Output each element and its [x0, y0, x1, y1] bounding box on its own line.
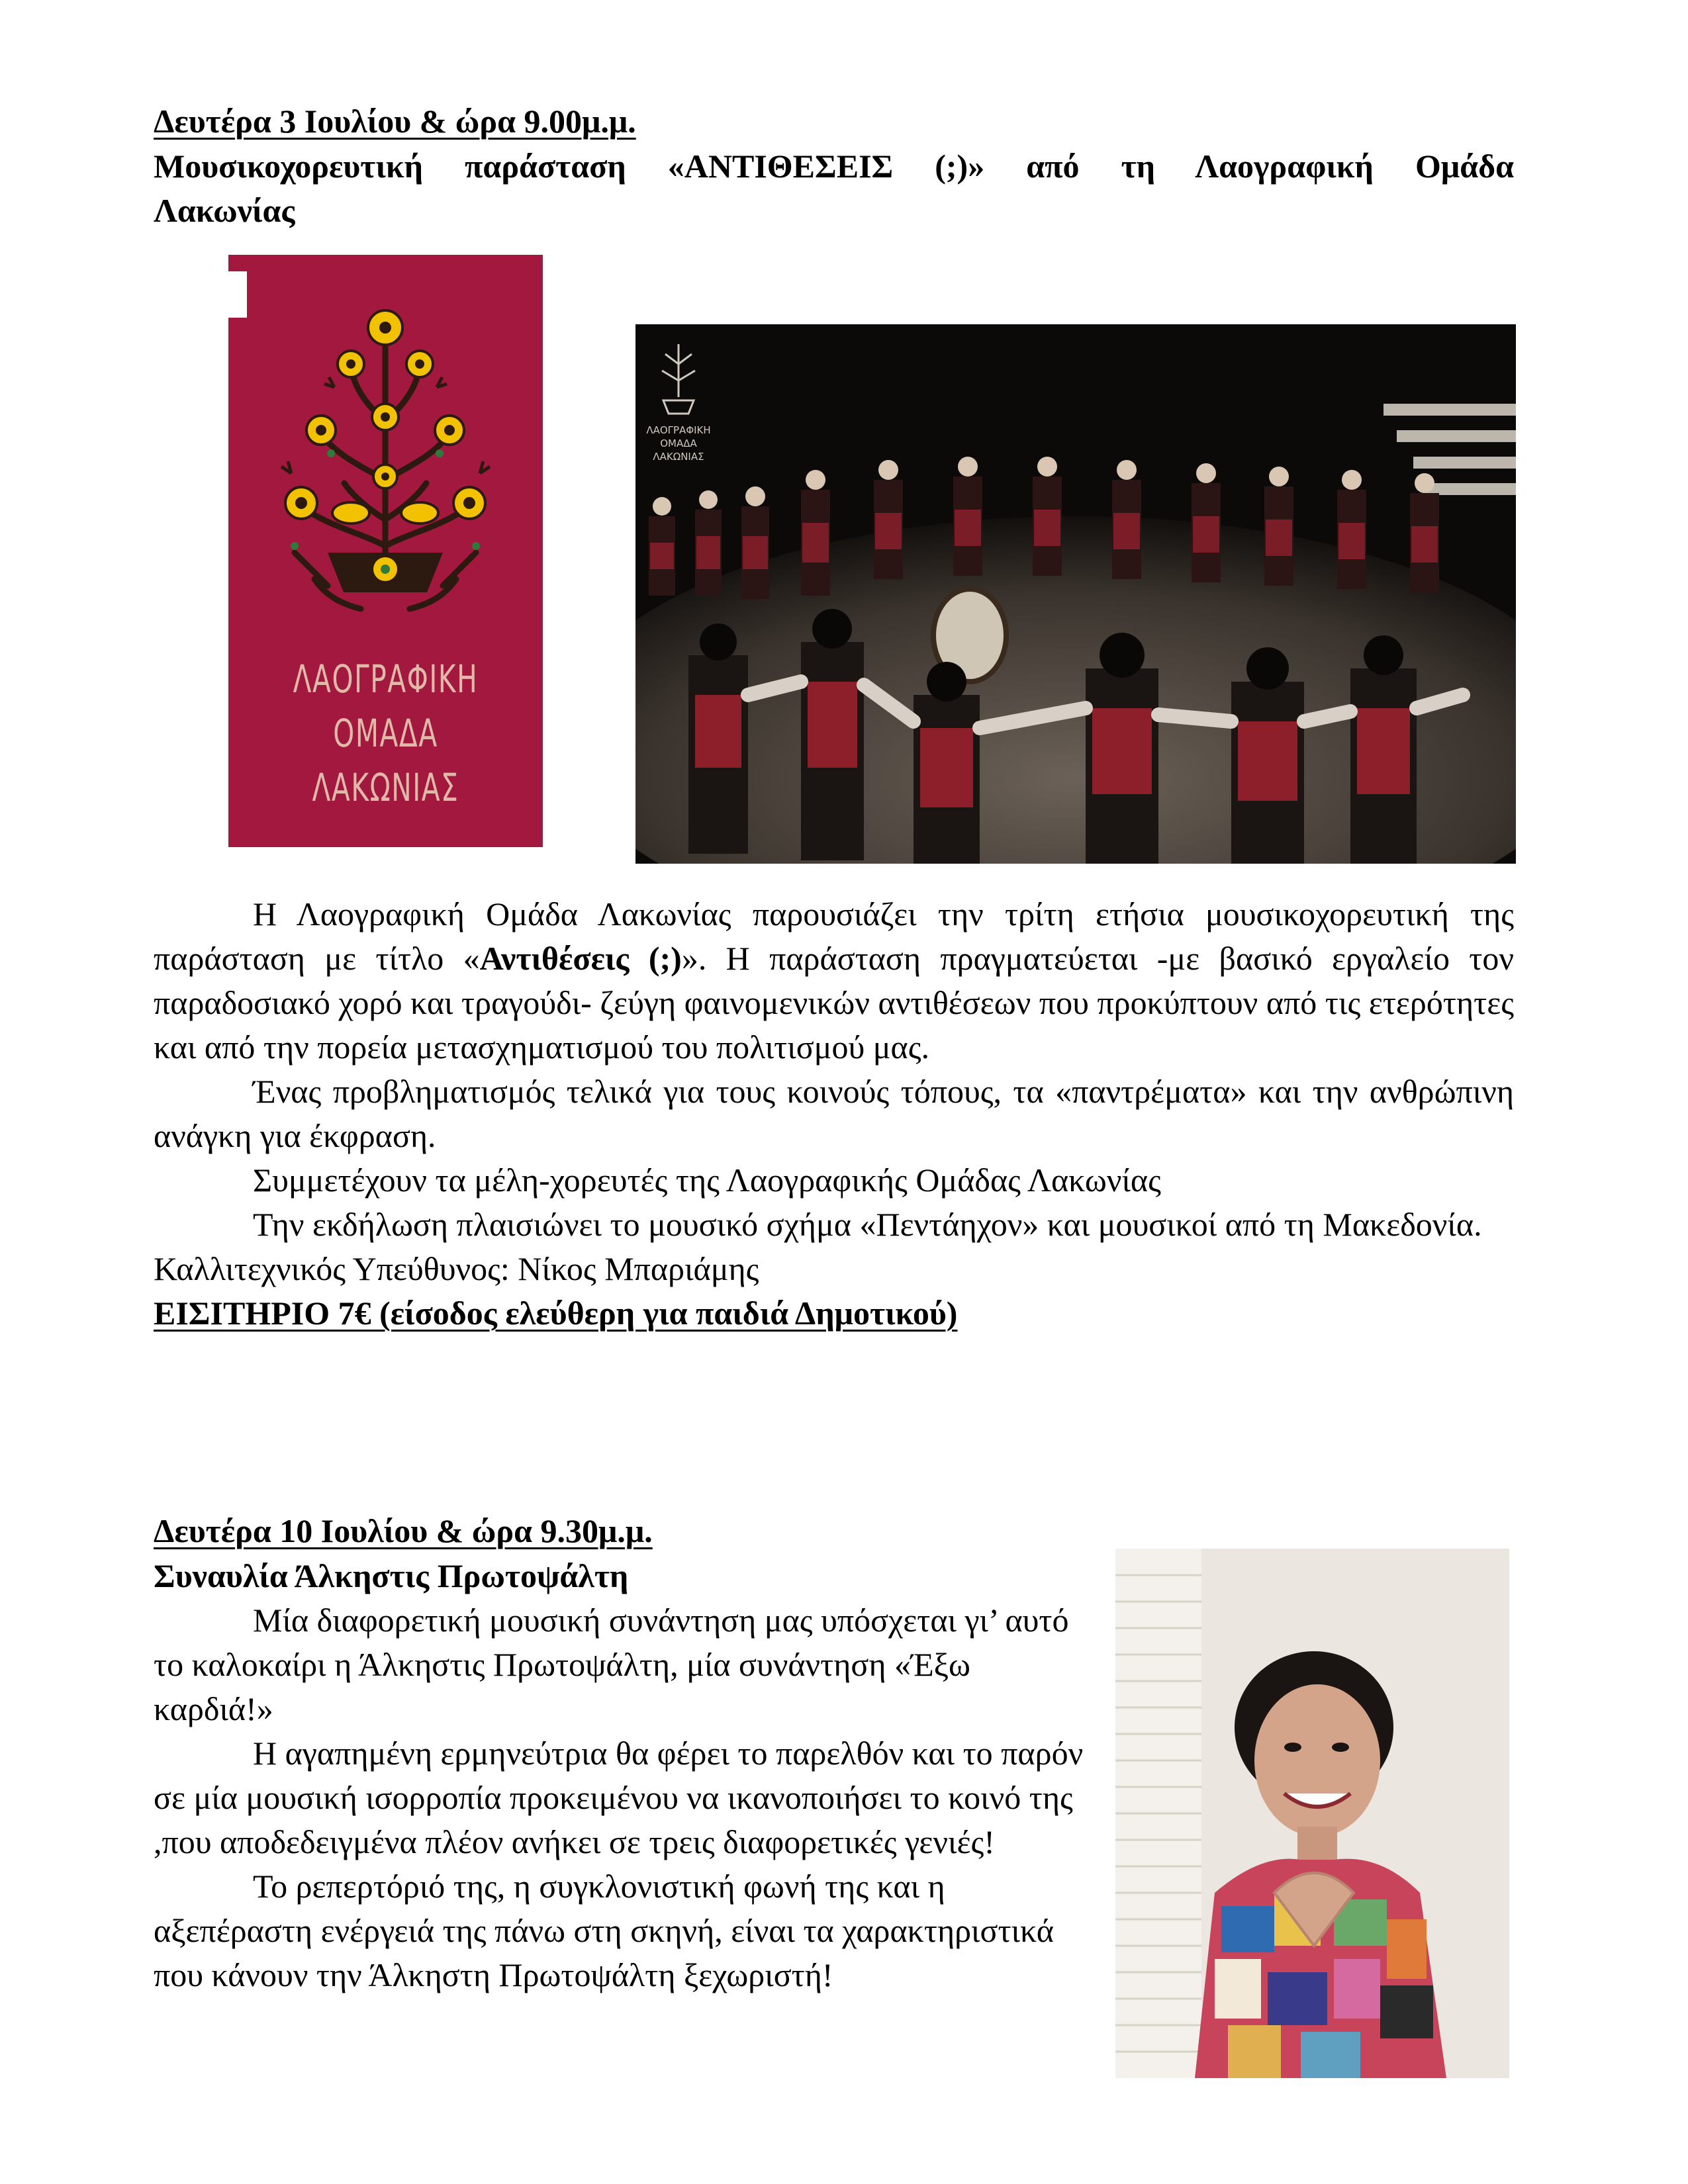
event2-paragraph3: Το ρεπερτόριό της, η συγκλονιστική φωνή της και η αξεπέραστη ενέργειά της πάνω στη σκηνή, είναι τα χαρακτηριστικά που κάνουν την Άλκηστη Πρωτοψάλτη ξεχωριστή!: [154, 1868, 1054, 1993]
event2-paragraph2: Η αγαπημένη ερμηνεύτρια θα φέρει το παρελθόν και το παρόν σε μία μουσική ισορροπία προκειμένου να ικανοποιήσει το κοινό της ,που αποδεδειγμένα πλέον ανήκει σε τρεις διαφορετικές γενιές!: [154, 1735, 1084, 1860]
laografiki-logo: [228, 255, 543, 847]
logo-corner-notch: [222, 271, 247, 318]
logo-text: [263, 652, 508, 815]
event1-p1-bold: Αντιθέσεις (;): [479, 940, 682, 977]
event1-title-line2: Λακωνίας: [154, 192, 295, 229]
event1-paragraph2: Ένας προβληματισμός τελικά για τους κοινούς τόπους, τα «παντρέματα» και την ανθρώπινη ανάγκη για έκφραση.: [154, 1073, 1514, 1154]
photo-logo-line1: ΛΑΟΓΡΑΦΙΚΗ: [646, 424, 711, 436]
event1-date: Δευτέρα 3 Ιουλίου & ώρα 9.00μ.μ.: [154, 103, 636, 140]
event1-body: [154, 892, 1514, 1336]
event1-paragraph3: Συμμετέχουν τα μέλη-χορευτές της Λαογραφικής Ομάδας Λακωνίας: [253, 1161, 1161, 1199]
event2-title: Συναυλία Άλκηστις Πρωτοψάλτη: [154, 1557, 629, 1594]
event1-ticket: ΕΙΣΙΤΗΡΙΟ 7€ (είσοδος ελεύθερη για παιδιά Δημοτικού): [154, 1295, 958, 1332]
singer-photo: [1115, 1549, 1509, 2078]
event1-title-line1: Μουσικοχορευτική παράσταση «ΑΝΤΙΘΕΣΕΙΣ (;)» από τη Λαογραφική Ομάδα: [154, 148, 1514, 185]
photo-logo-line3: ΛΑΚΩΝΙΑΣ: [653, 451, 704, 463]
event2-date: Δευτέρα 10 Ιουλίου & ώρα 9.30μ.μ.: [154, 1512, 653, 1549]
logo-text-line3: ΛΑΚΩΝΙΑΣ: [312, 765, 459, 810]
photo-logo-line2: ΟΜΑΔΑ: [660, 437, 697, 449]
event1-p1-end: ». Η παράσταση πραγματεύεται -με βασικό εργαλείο τον παραδοσιακό χορό και τραγούδι- ζεύγη φαινομενικών αντιθέσεων που προκύπτουν από τις ετερότητες και από την πορεία μετασχηματισμού του πολιτισμού μας.: [154, 940, 1514, 1066]
folk-tree-icon: [228, 255, 543, 652]
event2-body: [154, 1598, 1094, 1997]
folk-dance-photo: [635, 324, 1516, 864]
event1-paragraph1: [154, 892, 1514, 1069]
event1-p1-start: Η Λαογραφική Ομάδα Λακωνίας παρουσιάζει την τρίτη ετήσια μουσικοχορευτική της παράσταση με τίτλο «: [154, 895, 1514, 977]
event2-paragraph1: Μία διαφορετική μουσική συνάντηση μας υπόσχεται γι’ αυτό το καλοκαίρι η Άλκηστις Πρωτοψάλτη, μία συνάντηση «Έξω καρδιά!»: [154, 1602, 1069, 1727]
event1-paragraph4: Την εκδήλωση πλαισιώνει το μουσικό σχήμα «Πεντάηχον» και μουσικοί από τη Μακεδονία.: [253, 1206, 1482, 1243]
event1-artistic-director: Καλλιτεχνικός Υπεύθυνος: Νίκος Μπαριάμης: [154, 1250, 759, 1287]
logo-text-line2: ΟΜΑΔΑ: [333, 711, 438, 756]
logo-text-line1: ΛΑΟΓΡΑΦΙΚΗ: [293, 657, 479, 702]
